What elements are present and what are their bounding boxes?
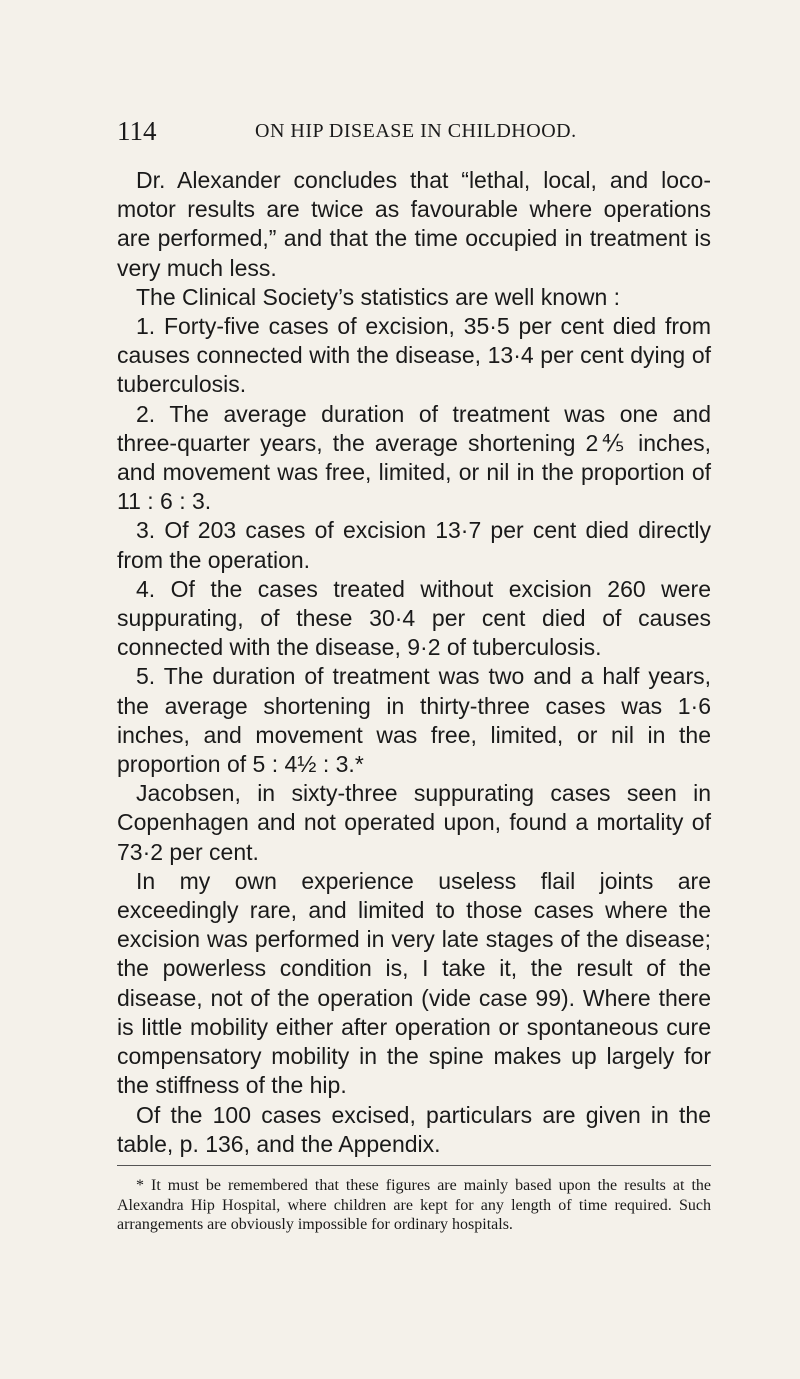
paragraph-jacobsen: Jacobsen, in sixty-three suppurating cases seen in Copenhagen and not operated upon, found a mortality of 73·2 per cent.: [117, 780, 711, 865]
paragraph-alexander-quote: Dr. Alexander concludes that “lethal, local, and loco-motor results are twice as favourable where operations are performed,” and that the time occupied in treatment is very much less.: [117, 167, 711, 281]
paragraph-item-4: 4. Of the cases treated without excision 260 were suppurating, of these 30·4 per cent died of causes connected with the disease, 9·2 of tuberculosis.: [117, 575, 711, 661]
paragraph-cases-excised: Of the 100 cases excised, particulars are given in the table, p. 136, and the Appendix.: [117, 1101, 711, 1157]
paragraph-item-3: 3. Of 203 cases of excision 13·7 per cent died directly from the operation.: [117, 517, 711, 573]
footnote-divider: [117, 1165, 711, 1166]
running-head: ON HIP DISEASE IN CHILDHOOD.: [255, 120, 577, 142]
footnote-text: * It must be remembered that these figures are mainly based upon the results at the Alexandra Hip Hospital, where children are kept for any length of time required. Such arrangements are obviously impossible for ordinary hospitals.: [117, 1177, 711, 1233]
paragraph-clinical-society: The Clinical Society’s statistics are well known :: [136, 283, 621, 310]
paragraph-item-1: 1. Forty-five cases of excision, 35·5 per cent died from causes connected with the disease, 13·4 per cent dying of tuberculosis.: [117, 313, 711, 398]
paragraph-item-2: 2. The average duration of treatment was one and three-quarter years, the average shortening 2⅘ inches, and movement was free, limited, or nil in the proportion of 11 : 6 : 3.: [117, 400, 711, 515]
body-text: [117, 166, 711, 1159]
paragraph-own-experience: In my own experience useless flail joints are exceedingly rare, and limited to those cases where the excision was performed in very late stages of the disease; the powerless condition is, I take it, the result of the disease, not of the operation (vide case 99). Where there is little mobility either after operation or spontaneous cure compensatory mobility in the spine makes up largely for the stiffness of the hip.: [117, 867, 711, 1099]
page-header: [117, 116, 717, 152]
paragraph-item-5: 5. The duration of treatment was two and a half years, the average shortening in thirty-three cases was 1·6 inches, and movement was free, limited, or nil in the proportion of 5 : 4½ : 3.*: [117, 663, 711, 778]
page-number: 114: [117, 116, 157, 146]
footnote: [117, 1176, 711, 1235]
